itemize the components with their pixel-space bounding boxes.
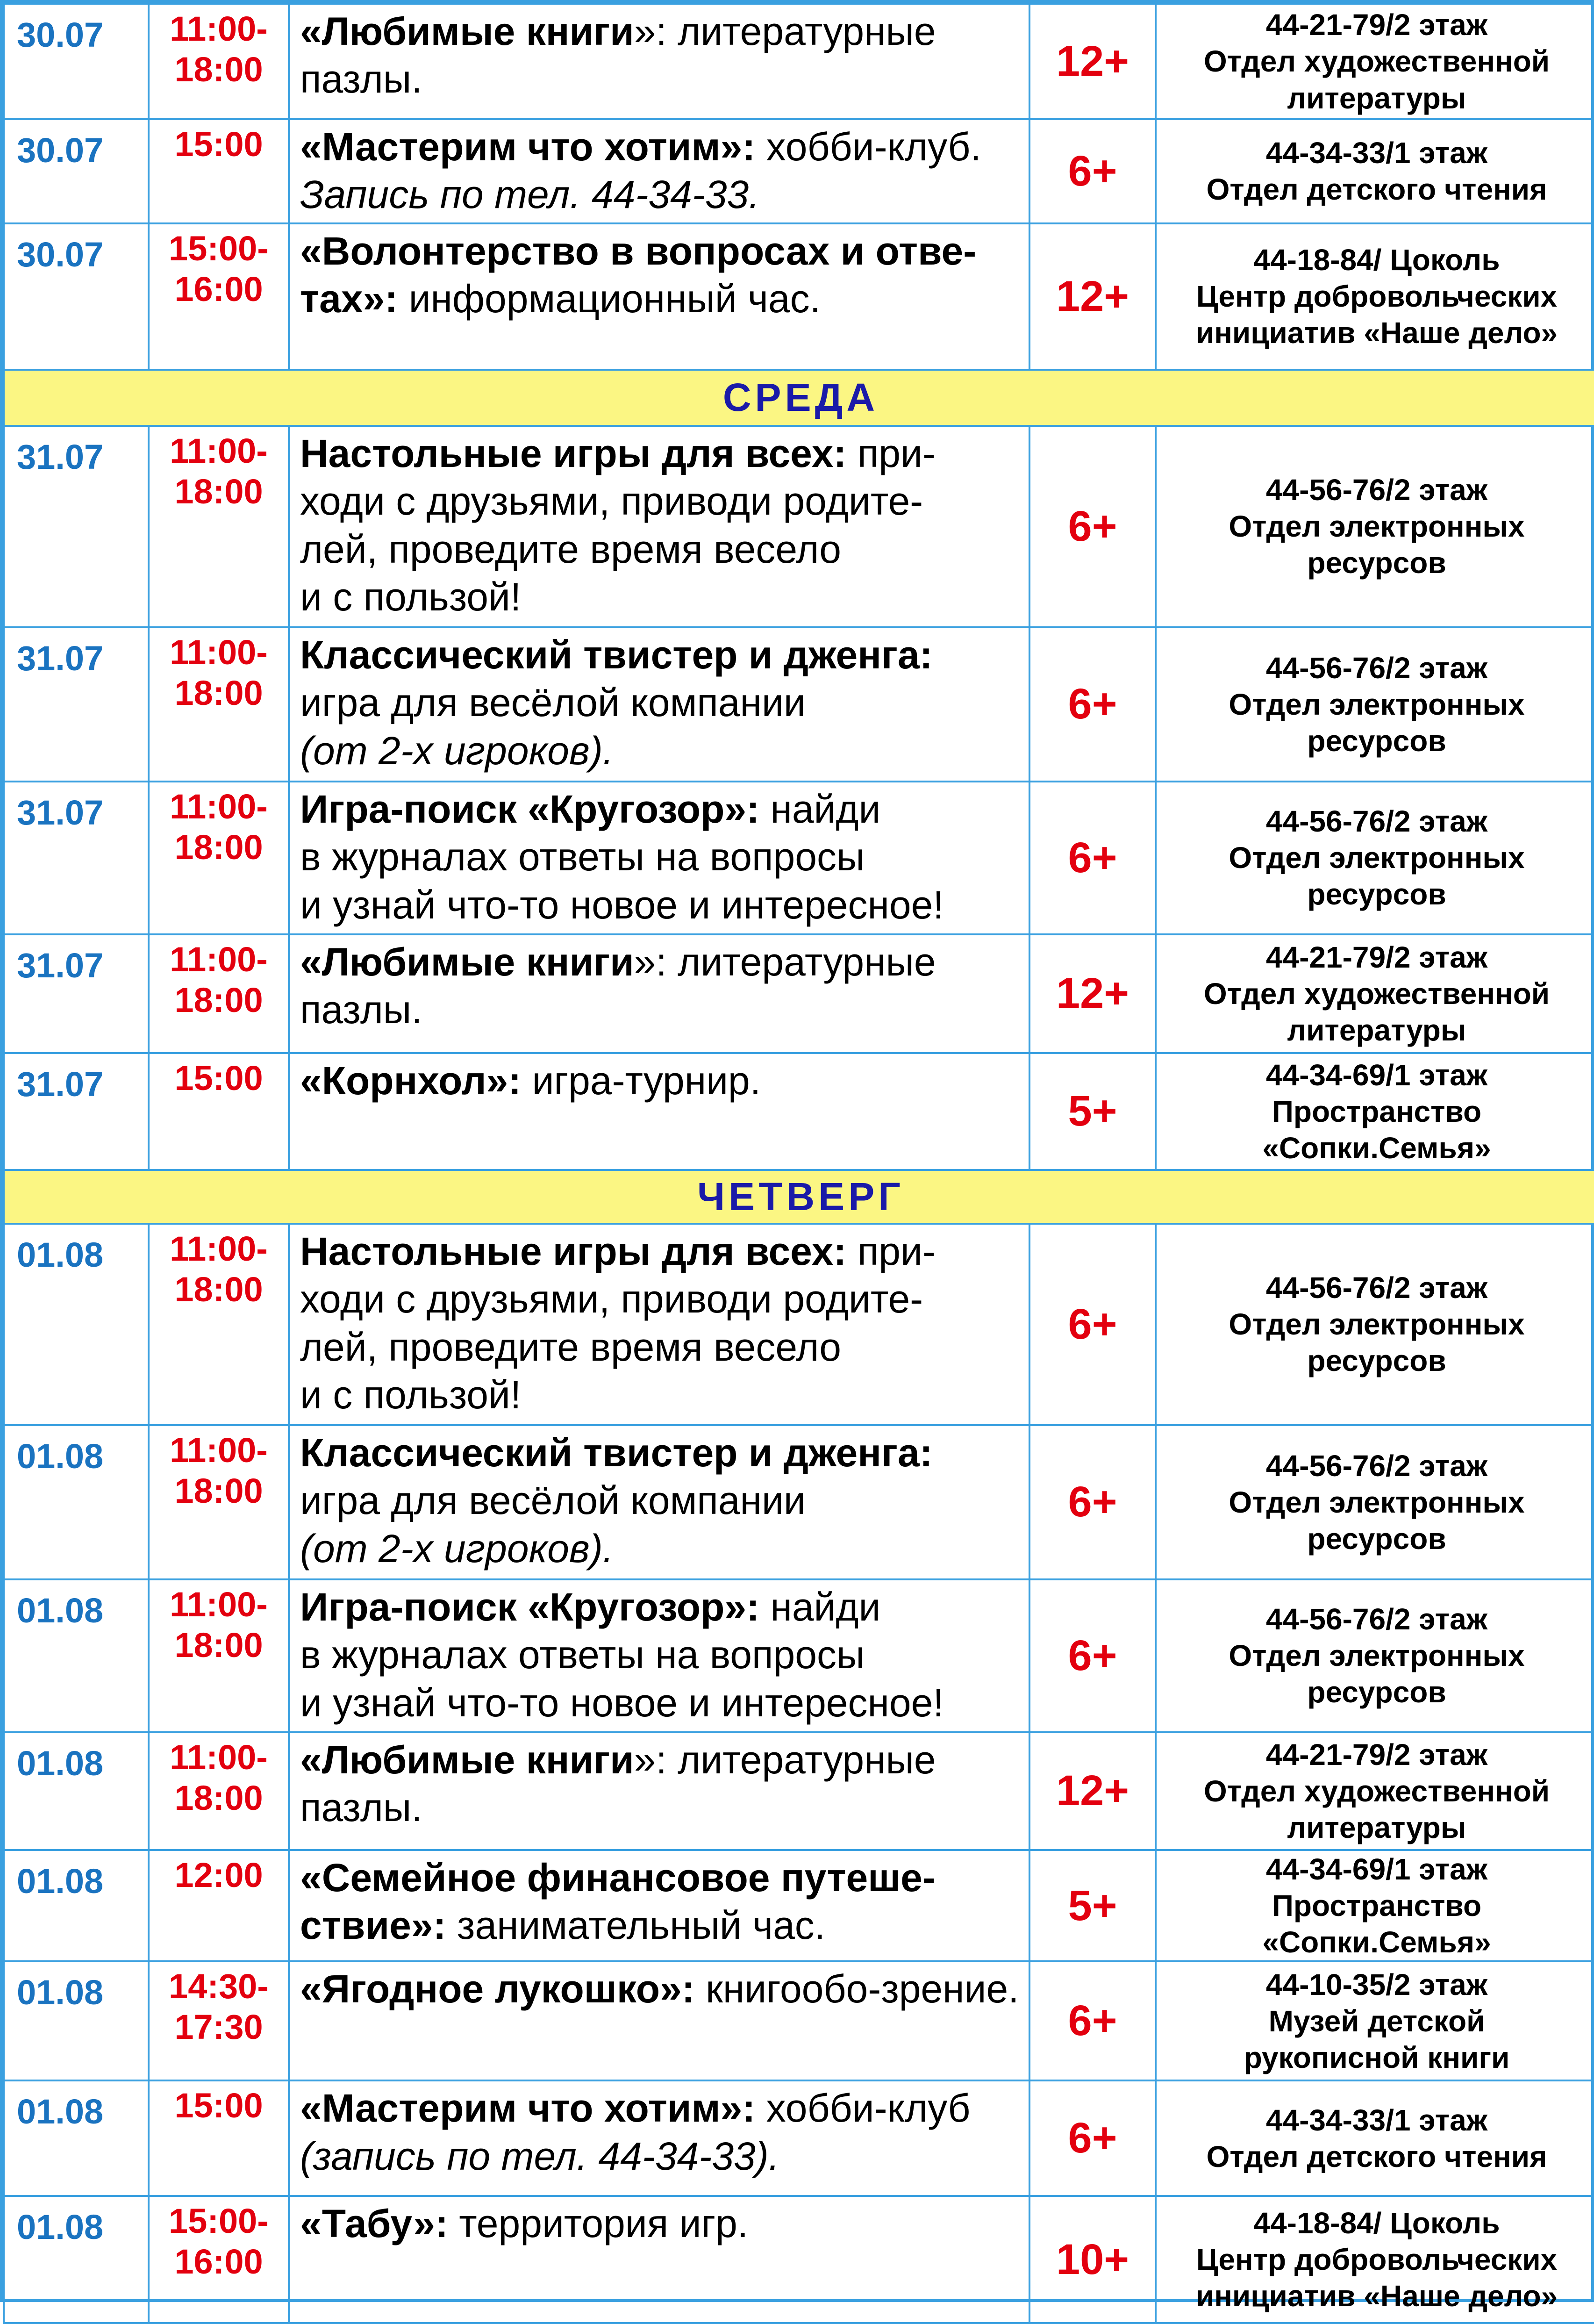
event-time: 11:00- 18:00 <box>149 4 289 119</box>
event-row <box>4 1425 1594 1579</box>
day-header: СРЕДА <box>4 370 1594 426</box>
age-rating: 6+ <box>1029 1579 1156 1732</box>
schedule-table <box>3 3 1594 2324</box>
event-row <box>4 1961 1594 2080</box>
event-details: занимательный час. <box>446 1903 826 1948</box>
event-note: (запись по тел. 44-34-33). <box>300 2134 780 2178</box>
event-row <box>4 1579 1594 1732</box>
event-description <box>289 223 1029 370</box>
event-row <box>4 4 1594 119</box>
event-date: 31.07 <box>4 426 149 627</box>
event-row <box>4 223 1594 370</box>
event-time: 11:00- 18:00 <box>149 426 289 627</box>
day-header-row <box>4 370 1594 426</box>
event-location: 44-56-76/2 этаж Отдел электронных ресурсов <box>1156 1579 1594 1732</box>
event-date: 31.07 <box>4 782 149 934</box>
event-date: 01.08 <box>4 2080 149 2196</box>
event-title: «Волонтерство в вопросах и отве-тах»: <box>300 229 977 321</box>
event-location: 44-34-69/1 этаж Пространство «Сопки.Семья» <box>1156 1053 1594 1170</box>
event-date: 31.07 <box>4 1053 149 1170</box>
event-location: 44-56-76/2 этаж Отдел электронных ресурсов <box>1156 1425 1594 1579</box>
event-date: 30.07 <box>4 4 149 119</box>
event-description <box>289 934 1029 1053</box>
event-details: хобби-клуб <box>755 2086 971 2130</box>
event-row <box>4 1224 1594 1425</box>
event-time: 15:00 <box>149 2080 289 2196</box>
age-rating: 12+ <box>1029 1732 1156 1850</box>
age-rating: 6+ <box>1029 627 1156 782</box>
event-location: 44-56-76/2 этаж Отдел электронных ресурсов <box>1156 782 1594 934</box>
event-location: 44-18-84/ Цоколь Центр добровольческих инициатив «Наше дело» <box>1156 2196 1594 2323</box>
event-details: найди в журналах ответы на вопросы и узнай что-то новое и интересное! <box>300 1585 944 1725</box>
event-date: 01.08 <box>4 1579 149 1732</box>
event-time: 15:00 <box>149 119 289 223</box>
day-header: ЧЕТВЕРГ <box>4 1170 1594 1224</box>
event-location: 44-18-84/ Цоколь Центр добровольческих инициатив «Наше дело» <box>1156 223 1594 370</box>
event-time: 15:00- 16:00 <box>149 2196 289 2323</box>
event-note: (от 2-х игроков). <box>300 728 614 773</box>
event-row <box>4 627 1594 782</box>
event-row <box>4 426 1594 627</box>
event-date: 31.07 <box>4 627 149 782</box>
event-description <box>289 627 1029 782</box>
event-date: 30.07 <box>4 119 149 223</box>
age-rating: 12+ <box>1029 223 1156 370</box>
event-date: 31.07 <box>4 934 149 1053</box>
event-title: «Семейное финансовое путеше-ствие»: <box>300 1855 936 1948</box>
event-title: «Любимые книги <box>300 9 634 53</box>
event-time: 11:00- 18:00 <box>149 782 289 934</box>
event-title: Классический твистер и дженга: <box>300 1430 933 1475</box>
event-description <box>289 1224 1029 1425</box>
event-time: 11:00- 18:00 <box>149 627 289 782</box>
event-title: «Табу»: <box>300 2202 448 2246</box>
age-rating: 6+ <box>1029 782 1156 934</box>
event-title: «Корнхол»: <box>300 1058 522 1103</box>
age-rating: 6+ <box>1029 119 1156 223</box>
event-details: найди в журналах ответы на вопросы и узнай что-то новое и интересное! <box>300 787 944 927</box>
event-details: при- ходи с друзьями, приводи родите- лей, проведите время весело и с пользой! <box>300 431 936 619</box>
event-location: 44-34-33/1 этаж Отдел детского чтения <box>1156 119 1594 223</box>
event-date: 01.08 <box>4 1961 149 2080</box>
event-date: 01.08 <box>4 1425 149 1579</box>
event-row <box>4 1053 1594 1170</box>
event-date: 01.08 <box>4 1732 149 1850</box>
event-time: 15:00 <box>149 1053 289 1170</box>
event-details: хобби-клуб. <box>755 125 981 169</box>
age-rating: 12+ <box>1029 4 1156 119</box>
event-details: »: литературные пазлы. <box>300 1737 936 1830</box>
event-details: »: литературные пазлы. <box>300 9 936 101</box>
event-title: «Любимые книги <box>300 1737 634 1782</box>
event-time: 12:00 <box>149 1850 289 1961</box>
event-details: территория игр. <box>448 2202 749 2246</box>
event-details: »: литературные пазлы. <box>300 940 936 1032</box>
day-header-row <box>4 1170 1594 1224</box>
event-title: «Мастерим что хотим»: <box>300 2086 756 2130</box>
event-location: 44-10-35/2 этаж Музей детской рукописной книги <box>1156 1961 1594 2080</box>
event-date: 01.08 <box>4 2196 149 2323</box>
event-row <box>4 119 1594 223</box>
event-row <box>4 934 1594 1053</box>
event-title: Игра-поиск «Кругозор»: <box>300 787 760 831</box>
event-location: 44-34-33/1 этаж Отдел детского чтения <box>1156 2080 1594 2196</box>
age-rating: 5+ <box>1029 1053 1156 1170</box>
event-description <box>289 2080 1029 2196</box>
event-note: (от 2-х игроков). <box>300 1526 614 1571</box>
event-date: 01.08 <box>4 1224 149 1425</box>
age-rating: 10+ <box>1029 2196 1156 2323</box>
event-description <box>289 2196 1029 2323</box>
event-details: игра-турнир. <box>521 1058 761 1103</box>
event-location: 44-56-76/2 этаж Отдел электронных ресурсов <box>1156 627 1594 782</box>
age-rating: 6+ <box>1029 1961 1156 2080</box>
event-location: 44-56-76/2 этаж Отдел электронных ресурсов <box>1156 1224 1594 1425</box>
event-description <box>289 1961 1029 2080</box>
event-row <box>4 1732 1594 1850</box>
event-title: Классический твистер и дженга: <box>300 632 933 677</box>
event-description <box>289 1732 1029 1850</box>
event-location: 44-21-79/2 этаж Отдел художественной литературы <box>1156 934 1594 1053</box>
event-time: 15:00- 16:00 <box>149 223 289 370</box>
age-rating: 12+ <box>1029 934 1156 1053</box>
event-title: Настольные игры для всех: <box>300 431 847 475</box>
event-row <box>4 1850 1594 1961</box>
age-rating: 6+ <box>1029 1224 1156 1425</box>
event-description <box>289 1850 1029 1961</box>
event-title: «Ягодное лукошко»: <box>300 1967 695 2011</box>
age-rating: 6+ <box>1029 2080 1156 2196</box>
event-description <box>289 782 1029 934</box>
event-time: 11:00- 18:00 <box>149 1224 289 1425</box>
event-description <box>289 4 1029 119</box>
age-rating: 6+ <box>1029 426 1156 627</box>
schedule-rows <box>4 4 1594 2323</box>
age-rating: 5+ <box>1029 1850 1156 1961</box>
event-date: 01.08 <box>4 1850 149 1961</box>
event-time: 11:00- 18:00 <box>149 1579 289 1732</box>
event-location: 44-34-69/1 этаж Пространство «Сопки.Семья» <box>1156 1850 1594 1961</box>
event-title: Настольные игры для всех: <box>300 1229 847 1273</box>
event-date: 30.07 <box>4 223 149 370</box>
event-description <box>289 426 1029 627</box>
event-time: 11:00- 18:00 <box>149 1425 289 1579</box>
event-details: книгообо-зрение. <box>694 1967 1019 2011</box>
event-description <box>289 1053 1029 1170</box>
event-details: информационный час. <box>398 277 821 321</box>
event-location: 44-56-76/2 этаж Отдел электронных ресурсов <box>1156 426 1594 627</box>
event-location: 44-21-79/2 этаж Отдел художественной литературы <box>1156 1732 1594 1850</box>
event-time: 11:00- 18:00 <box>149 1732 289 1850</box>
event-row <box>4 2080 1594 2196</box>
event-details: игра для весёлой компании <box>300 1478 806 1523</box>
event-details: при- ходи с друзьями, приводи родите- лей, проведите время весело и с пользой! <box>300 1229 936 1417</box>
event-title: «Любимые книги <box>300 940 634 984</box>
event-time: 11:00- 18:00 <box>149 934 289 1053</box>
event-description <box>289 119 1029 223</box>
event-title: «Мастерим что хотим»: <box>300 125 756 169</box>
event-location: 44-21-79/2 этаж Отдел художественной литературы <box>1156 4 1594 119</box>
event-row <box>4 2196 1594 2323</box>
event-row <box>4 782 1594 934</box>
event-details: игра для весёлой компании <box>300 681 806 725</box>
event-time: 14:30- 17:30 <box>149 1961 289 2080</box>
event-description <box>289 1425 1029 1579</box>
event-note: Запись по тел. 44-34-33. <box>300 172 760 217</box>
age-rating: 6+ <box>1029 1425 1156 1579</box>
event-description <box>289 1579 1029 1732</box>
event-title: Игра-поиск «Кругозор»: <box>300 1585 760 1629</box>
